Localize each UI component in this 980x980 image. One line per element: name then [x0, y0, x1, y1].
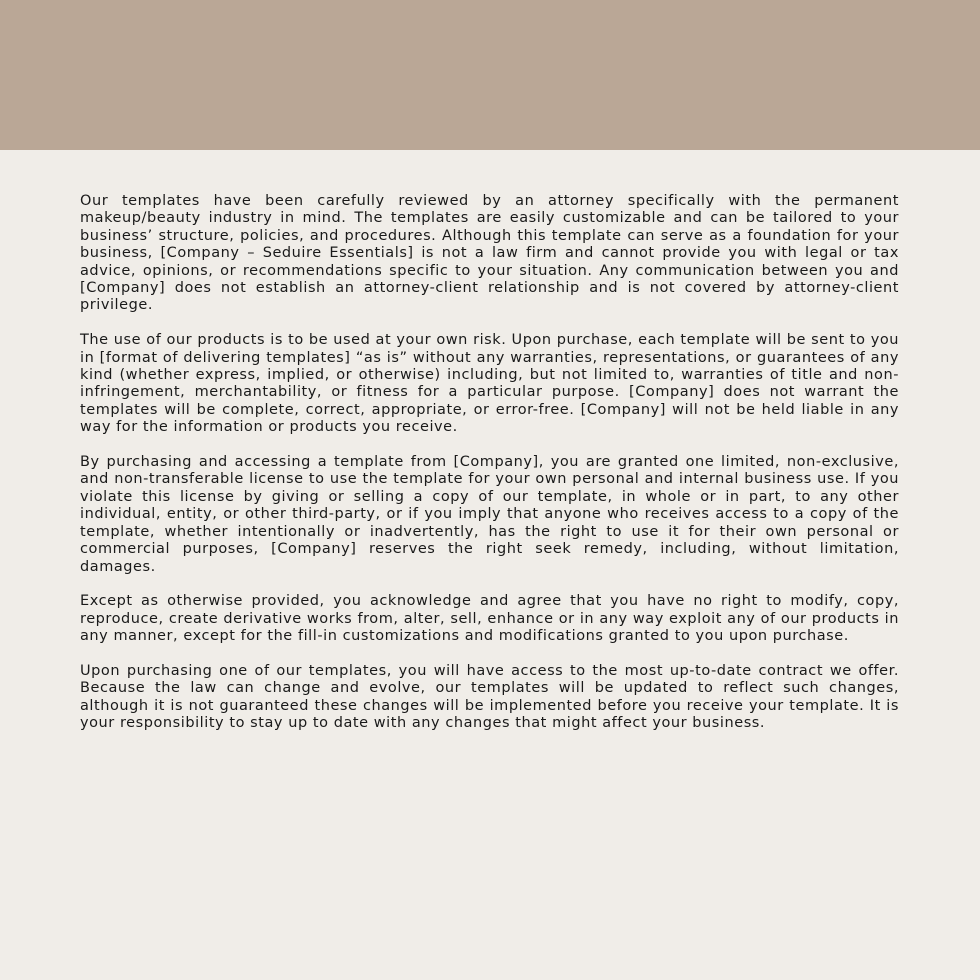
paragraph-updates: Upon purchasing one of our templates, you will have access to the most up-to-date contract we offer. Because the law can change and evolve, our templates will be updated to reflect such changes, although it is not guaranteed these changes will be implemented before you receive your template. It is your responsibility to stay up to date with any changes that might affect your business.	[80, 662, 899, 732]
paragraph-license: By purchasing and accessing a template from [Company], you are granted one limited, non-exclusive, and non-transferable license to use the template for your own personal and internal business use. If you violate this license by giving or selling a copy of our template, in whole or in part, to any other individual, entity, or other third-party, or if you imply that anyone who receives access to a copy of the template, whether intentionally or inadvertently, has the right to use it for their own personal or commercial purposes, [Company] reserves the right seek remedy, including, without limitation, damages.	[80, 454, 899, 575]
paragraph-use-at-own-risk: The use of our products is to be used at your own risk. Upon purchase, each template will be sent to you in [format of delivering templates] “as is” without any warranties, representations, or guarantees of any kind (whether express, implied, or otherwise) including, but not limited to, warranties of title and non-infringement, merchantability, or fitness for a particular purpose. [Company] does not warrant the templates will be complete, correct, appropriate, or error-free. [Company] will not be held liable in any way for the information or products you receive.	[80, 332, 899, 436]
paragraph-no-modification: Except as otherwise provided, you acknowledge and agree that you have no right to modify, copy, reproduce, create derivative works from, alter, sell, enhance or in any way exploit any of our products in any manner, except for the fill-in customizations and modifications granted to you upon purchase.	[80, 593, 899, 645]
paragraph-attorney-review: Our templates have been carefully reviewed by an attorney specifically with the permanent makeup/beauty industry in mind. The templates are easily customizable and can be tailored to your business’ structure, policies, and procedures. Although this template can serve as a foundation for your business, [Company – Seduire Essentials] is not a law firm and cannot provide you with legal or tax advice, opinions, or recommendations specific to your situation. Any communication between you and [Company] does not establish an attorney-client relationship and is not covered by attorney-client privilege.	[80, 193, 899, 314]
disclaimer-body	[80, 193, 899, 750]
header-band	[0, 0, 980, 150]
